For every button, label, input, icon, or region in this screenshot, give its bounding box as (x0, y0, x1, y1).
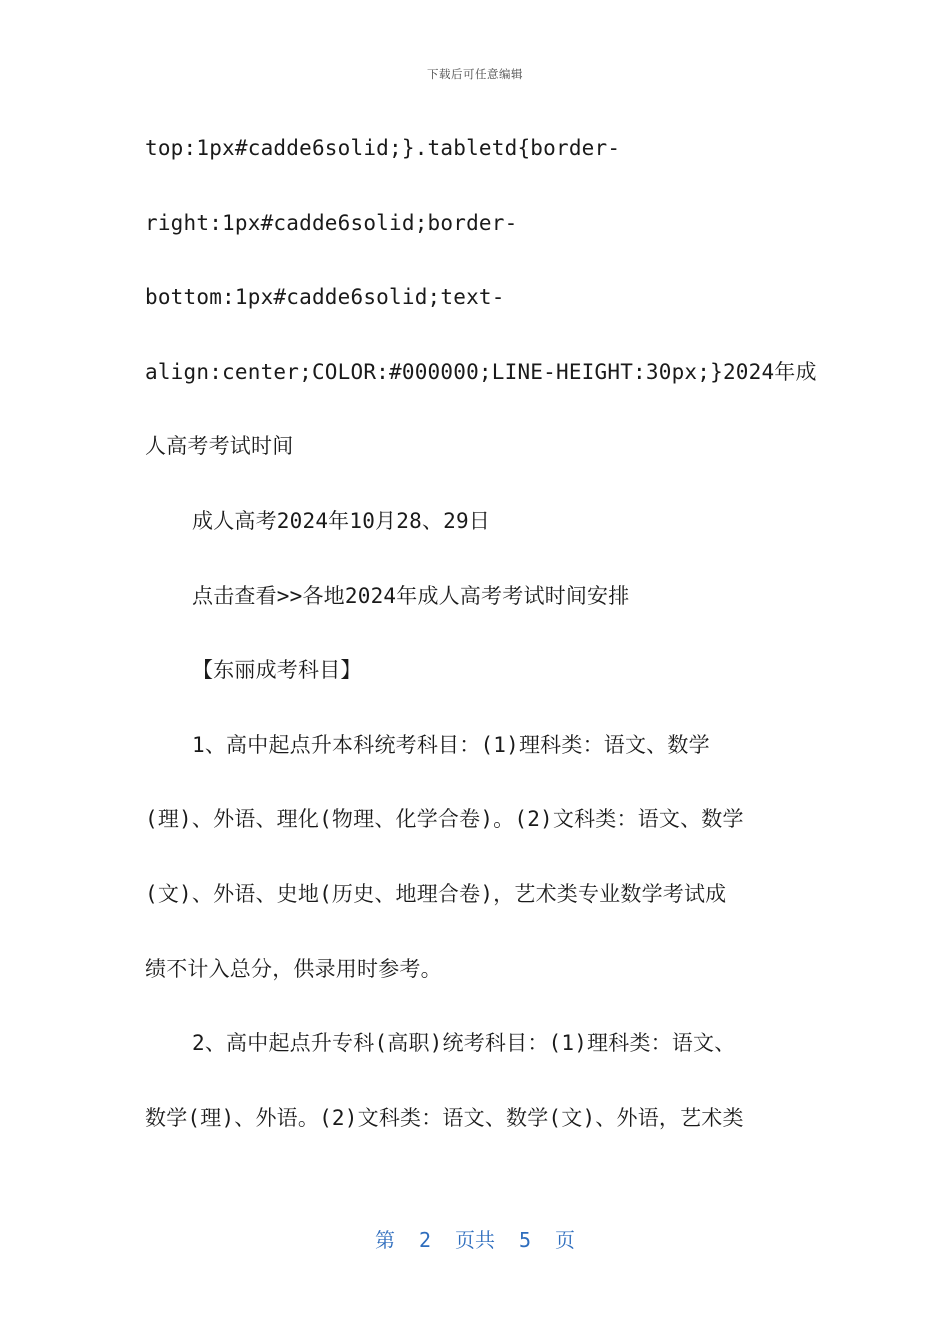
footer-prefix: 第 (374, 1228, 395, 1252)
exam-date-line: 成人高考2024年10月28、29日 (192, 508, 491, 533)
page-header: 下载后可任意编辑 (427, 67, 523, 81)
page-footer (0, 1224, 950, 1253)
total-pages-number: 5 (519, 1228, 532, 1252)
body-line: 2、高中起点升专科(高职)统考科目：(1)理科类：语文、 (192, 1031, 736, 1056)
body-line: right:1px#cadde6solid;border- (145, 210, 518, 235)
body-line: (文)、外语、史地(历史、地理合卷)，艺术类专业数学考试成 (145, 881, 727, 906)
body-line: (理)、外语、理化(物理、化学合卷)。(2)文科类：语文、数学 (145, 807, 744, 832)
body-line: top:1px#cadde6solid;}.tabletd{border- (145, 136, 621, 160)
body-line: 数学(理)、外语。(2)文科类：语文、数学(文)、外语，艺术类 (145, 1105, 744, 1130)
schedule-link-line: 点击查看>>各地2024年成人高考考试时间安排 (192, 583, 630, 608)
body-line: 绩不计入总分，供录用时参考。 (145, 956, 442, 981)
footer-suffix: 页 (555, 1228, 576, 1252)
body-line: 1、高中起点升本科统考科目：(1)理科类：语文、数学 (192, 732, 710, 757)
body-line: bottom:1px#cadde6solid;text- (145, 285, 505, 310)
footer-middle: 页共 (455, 1228, 495, 1252)
section-heading: 【东丽成考科目】 (192, 658, 362, 683)
body-line: align:center;COLOR:#000000;LINE-HEIGHT:30px;}2024年成 (145, 359, 817, 384)
body-line: 人高考考试时间 (145, 434, 294, 459)
current-page-number: 2 (418, 1228, 431, 1252)
document-body (145, 128, 815, 1172)
